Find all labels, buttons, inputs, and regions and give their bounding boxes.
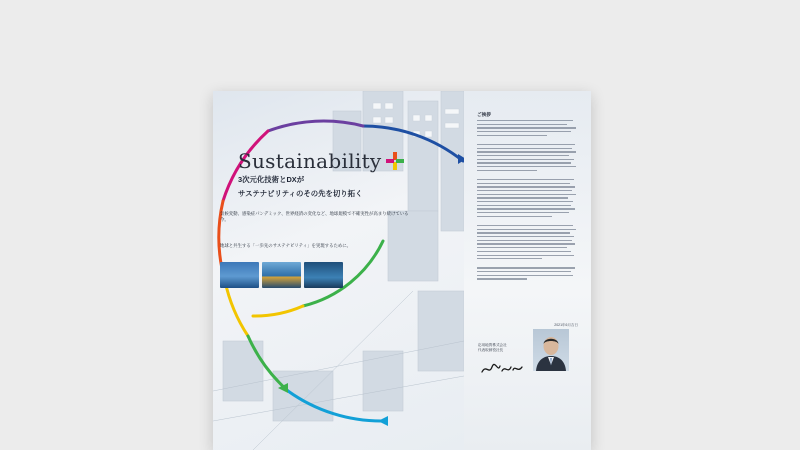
title-row (238, 151, 428, 171)
text-line (477, 243, 575, 244)
text-line (477, 275, 573, 276)
text-line (477, 159, 574, 160)
president-portrait (533, 329, 569, 371)
text-line (477, 127, 576, 128)
photo-ocean-research (220, 262, 259, 288)
text-line (477, 212, 569, 213)
text-line (477, 183, 570, 184)
text-line (477, 186, 575, 187)
subtitle-line-1: 3次元化技術とDXが (238, 175, 305, 184)
greeting-heading: ご挨拶 (477, 112, 491, 117)
text-line (477, 179, 574, 180)
text-line (477, 135, 547, 136)
photo-offshore-platform (262, 262, 301, 288)
text-line (477, 236, 574, 237)
text-line (477, 120, 573, 121)
photo-water-surface (304, 262, 343, 288)
text-line (477, 190, 572, 191)
ring-arrowhead-icon (378, 416, 388, 426)
text-line (477, 151, 576, 152)
text-line (477, 258, 542, 259)
text-line (477, 170, 537, 171)
portrait-figure (533, 329, 569, 371)
body-paragraph-1: 気候変動、感染症パンデミック、世界経済の変化など、地球規模で不確実性が高まり続けている今。 (220, 211, 409, 223)
company-name: 応用地質株式会社 (478, 343, 507, 347)
title-block (238, 151, 428, 199)
text-line (477, 229, 576, 230)
subtitle-line-2: サステナビリティのその先を切り拓く (238, 189, 363, 198)
text-line (477, 201, 573, 202)
text-line (477, 162, 571, 163)
brochure-spread (213, 91, 591, 450)
text-line (477, 194, 576, 195)
photo-strip (220, 262, 343, 288)
text-line (477, 247, 567, 248)
text-line (477, 148, 572, 149)
greeting-body (477, 120, 577, 282)
signatory-title: 代表取締役社長 (478, 348, 504, 352)
page-title: Sustainability (238, 149, 382, 173)
body-paragraph-2: 地球と共生する「一歩先のサステナビリティ」を実現するために。 (220, 243, 352, 248)
text-line (477, 240, 572, 241)
text-line (477, 255, 574, 256)
left-page (213, 91, 464, 450)
text-line (477, 131, 571, 132)
ring-arrowhead-icon (278, 383, 288, 393)
text-line (477, 166, 576, 167)
text-line (477, 278, 527, 279)
text-line (477, 271, 571, 272)
text-line (477, 232, 570, 233)
text-line (477, 216, 552, 217)
text-line (477, 208, 575, 209)
text-line (477, 251, 571, 252)
text-line (477, 155, 569, 156)
text-line (477, 205, 571, 206)
signatory-block (478, 343, 507, 353)
text-line (477, 144, 575, 145)
multi-color-plus-icon (386, 152, 404, 170)
right-page (464, 91, 591, 450)
greeting-date: 2021年6月吉日 (554, 323, 578, 327)
text-line (477, 225, 573, 226)
handwritten-signature (480, 361, 524, 377)
text-line (477, 197, 568, 198)
text-line (477, 267, 575, 268)
text-line (477, 124, 567, 125)
